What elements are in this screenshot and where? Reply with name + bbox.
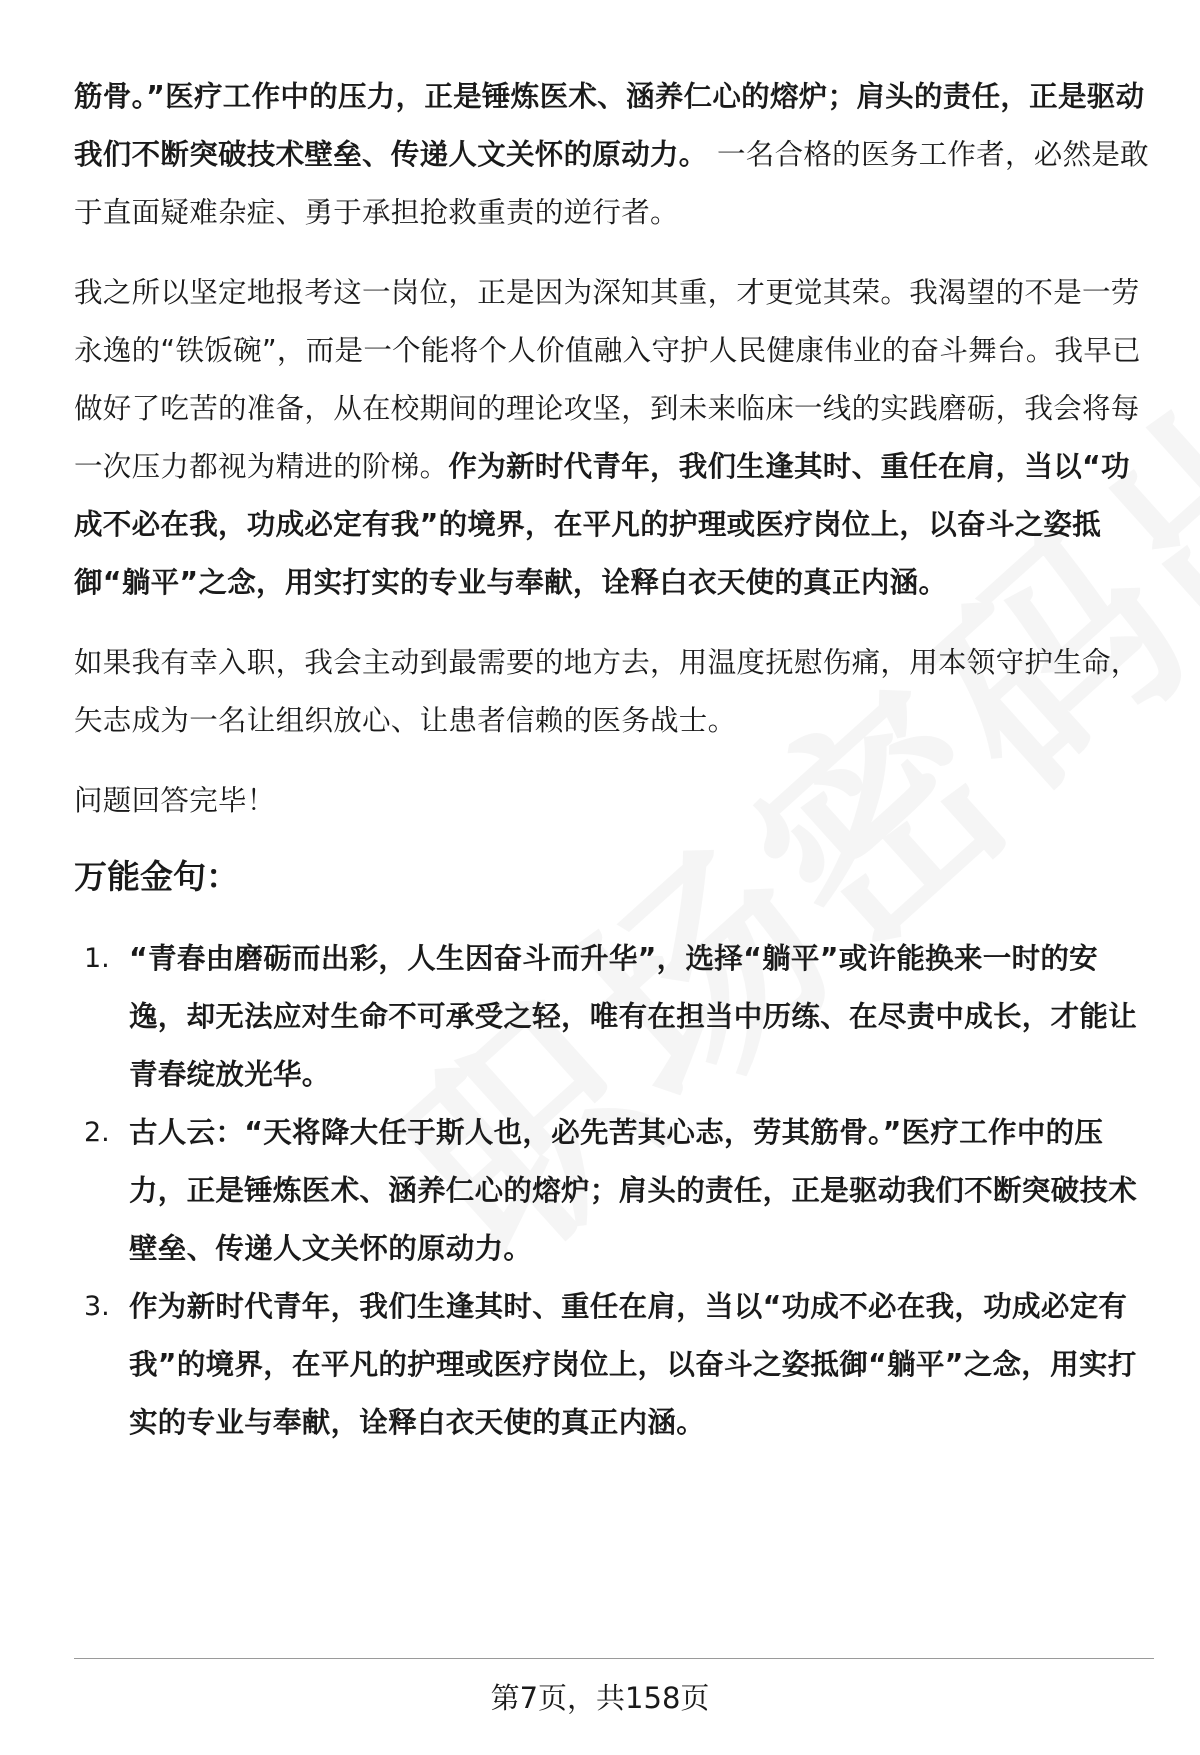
paragraph-3 [74, 634, 1154, 750]
document-body [74, 68, 1154, 1452]
list-item [74, 1104, 1154, 1278]
paragraph-2-bold: 作为新时代青年，我们生逢其时、重任在肩，当以“功成不必在我，功成必定有我”的境界，在平凡的护理或医疗岗位上，以奋斗之姿抵御“躺平”之念，用实打实的专业与奉献，诠释白衣天使的真正内涵。 [74, 450, 1130, 599]
list-item [74, 1278, 1154, 1452]
list-item [74, 930, 1154, 1104]
quote-list [74, 930, 1154, 1452]
paragraph-3-text: 如果我有幸入职，我会主动到最需要的地方去，用温度抚慰伤痛，用本领守护生命，矢志成为一名让组织放心、让患者信赖的医务战士。 [74, 646, 1140, 737]
list-item-number: 3. [84, 1291, 110, 1322]
list-item-text: “青春由磨砺而出彩，人生因奋斗而升华”，选择“躺平”或许能换来一时的安逸，却无法应对生命不可承受之轻，唯有在担当中历练、在尽责中成长，才能让青春绽放光华。 [129, 942, 1138, 1091]
list-item-number: 2. [84, 1117, 110, 1148]
paragraph-2 [74, 264, 1154, 612]
paragraph-4 [74, 772, 1154, 830]
footer-divider [74, 1658, 1154, 1659]
list-item-text: 作为新时代青年，我们生逢其时、重任在肩，当以“功成不必在我，功成必定有我”的境界，在平凡的护理或医疗岗位上，以奋斗之姿抵御“躺平”之念，用实打实的专业与奉献，诠释白衣天使的真正内涵。 [129, 1290, 1137, 1439]
paragraph-1 [74, 68, 1154, 242]
section-heading: 万能金句： [74, 857, 239, 896]
paragraph-1-normal: 一名合格的医务工作者，必然是敢于直面疑难杂症、勇于承担抢救重责的逆行者。 [74, 138, 1149, 229]
paragraph-2-normal: 我之所以坚定地报考这一岗位，正是因为深知其重，才更觉其荣。我渴望的不是一劳永逸的“铁饭碗”，而是一个能将个人价值融入守护人民健康伟业的奋斗舞台。我早已做好了吃苦的准备，从在校期间的理论攻坚，到未来临床一线的实践磨砺，我会将每一次压力都视为精进的阶梯。 [74, 276, 1141, 483]
page-number: 第7页，共158页 [490, 1681, 710, 1715]
paragraph-1-bold: 筋骨。”医疗工作中的压力，正是锤炼医术、涵养仁心的熔炉；肩头的责任，正是驱动我们不断突破技术壁垒、传递人文关怀的原动力。 [74, 80, 1145, 171]
list-item-text: 古人云：“天将降大任于斯人也，必先苦其心志，劳其筋骨。”医疗工作中的压力，正是锤炼医术、涵养仁心的熔炉；肩头的责任，正是驱动我们不断突破技术壁垒、传递人文关怀的原动力。 [129, 1116, 1138, 1265]
list-item-number: 1. [84, 943, 110, 974]
paragraph-4-text: 问题回答完毕！ [74, 784, 276, 817]
